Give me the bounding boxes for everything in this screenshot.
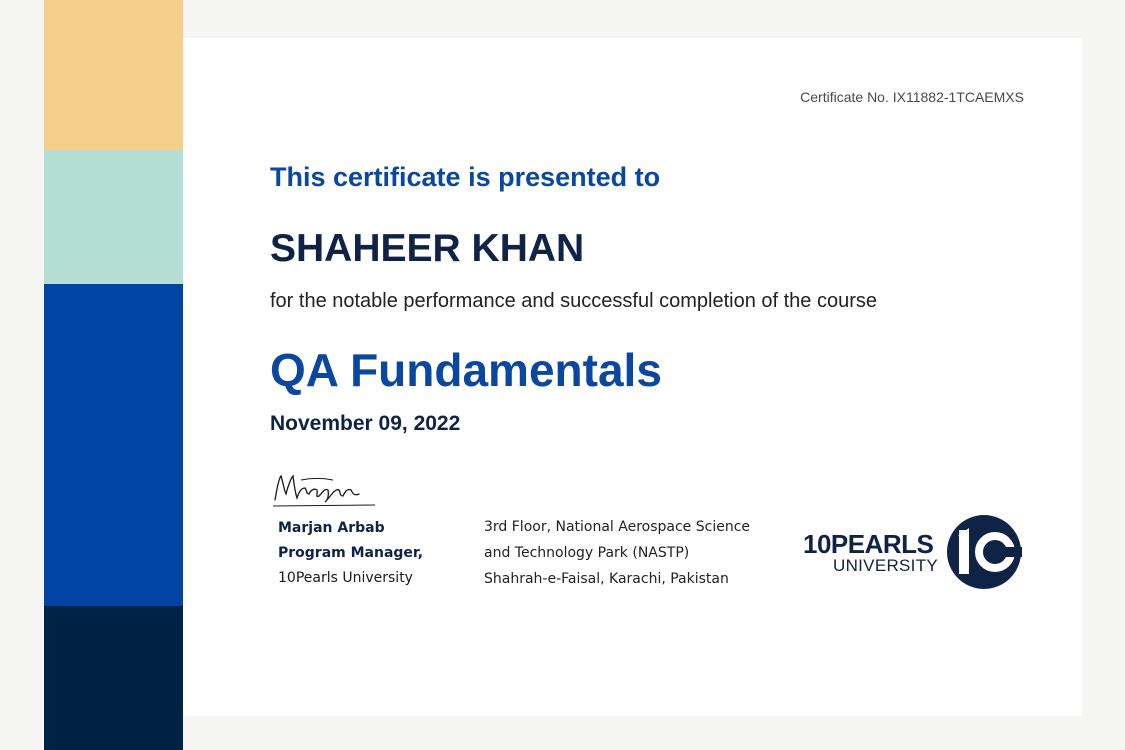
course-title: QA Fundamentals [270, 344, 662, 396]
signature-image [271, 470, 381, 510]
logo-wordmark: 10PEARLS [803, 529, 934, 559]
decorative-stripe-blue [44, 284, 183, 606]
presented-to-heading: This certificate is presented to [270, 162, 661, 192]
signatory-name: Marjan Arbab [278, 520, 385, 536]
certificate-card [183, 38, 1082, 716]
university-logo [803, 512, 1028, 592]
logo-emblem-icon [946, 514, 1022, 590]
address-block [484, 514, 750, 592]
recipient-name: SHAHEER KHAN [270, 227, 585, 270]
completion-date: November 09, 2022 [270, 412, 461, 435]
signatory-block [278, 516, 423, 591]
certificate-number: Certificate No. IX11882-1TCAEMXS [800, 89, 1024, 105]
logo-subtitle: UNIVERSITY [833, 556, 939, 575]
decorative-stripe-yellow [44, 0, 183, 150]
address-line-2: and Technology Park (NASTP) [484, 545, 690, 561]
decorative-stripe-navy [44, 606, 183, 750]
address-line-3: Shahrah-e-Faisal, Karachi, Pakistan [484, 571, 729, 587]
decorative-stripe-mint [44, 150, 183, 284]
signatory-organization: 10Pearls University [278, 570, 413, 586]
signatory-title: Program Manager, [278, 545, 424, 561]
address-line-1: 3rd Floor, National Aerospace Science [484, 519, 751, 535]
completion-reason: for the notable performance and successful completion of the course [270, 290, 878, 312]
